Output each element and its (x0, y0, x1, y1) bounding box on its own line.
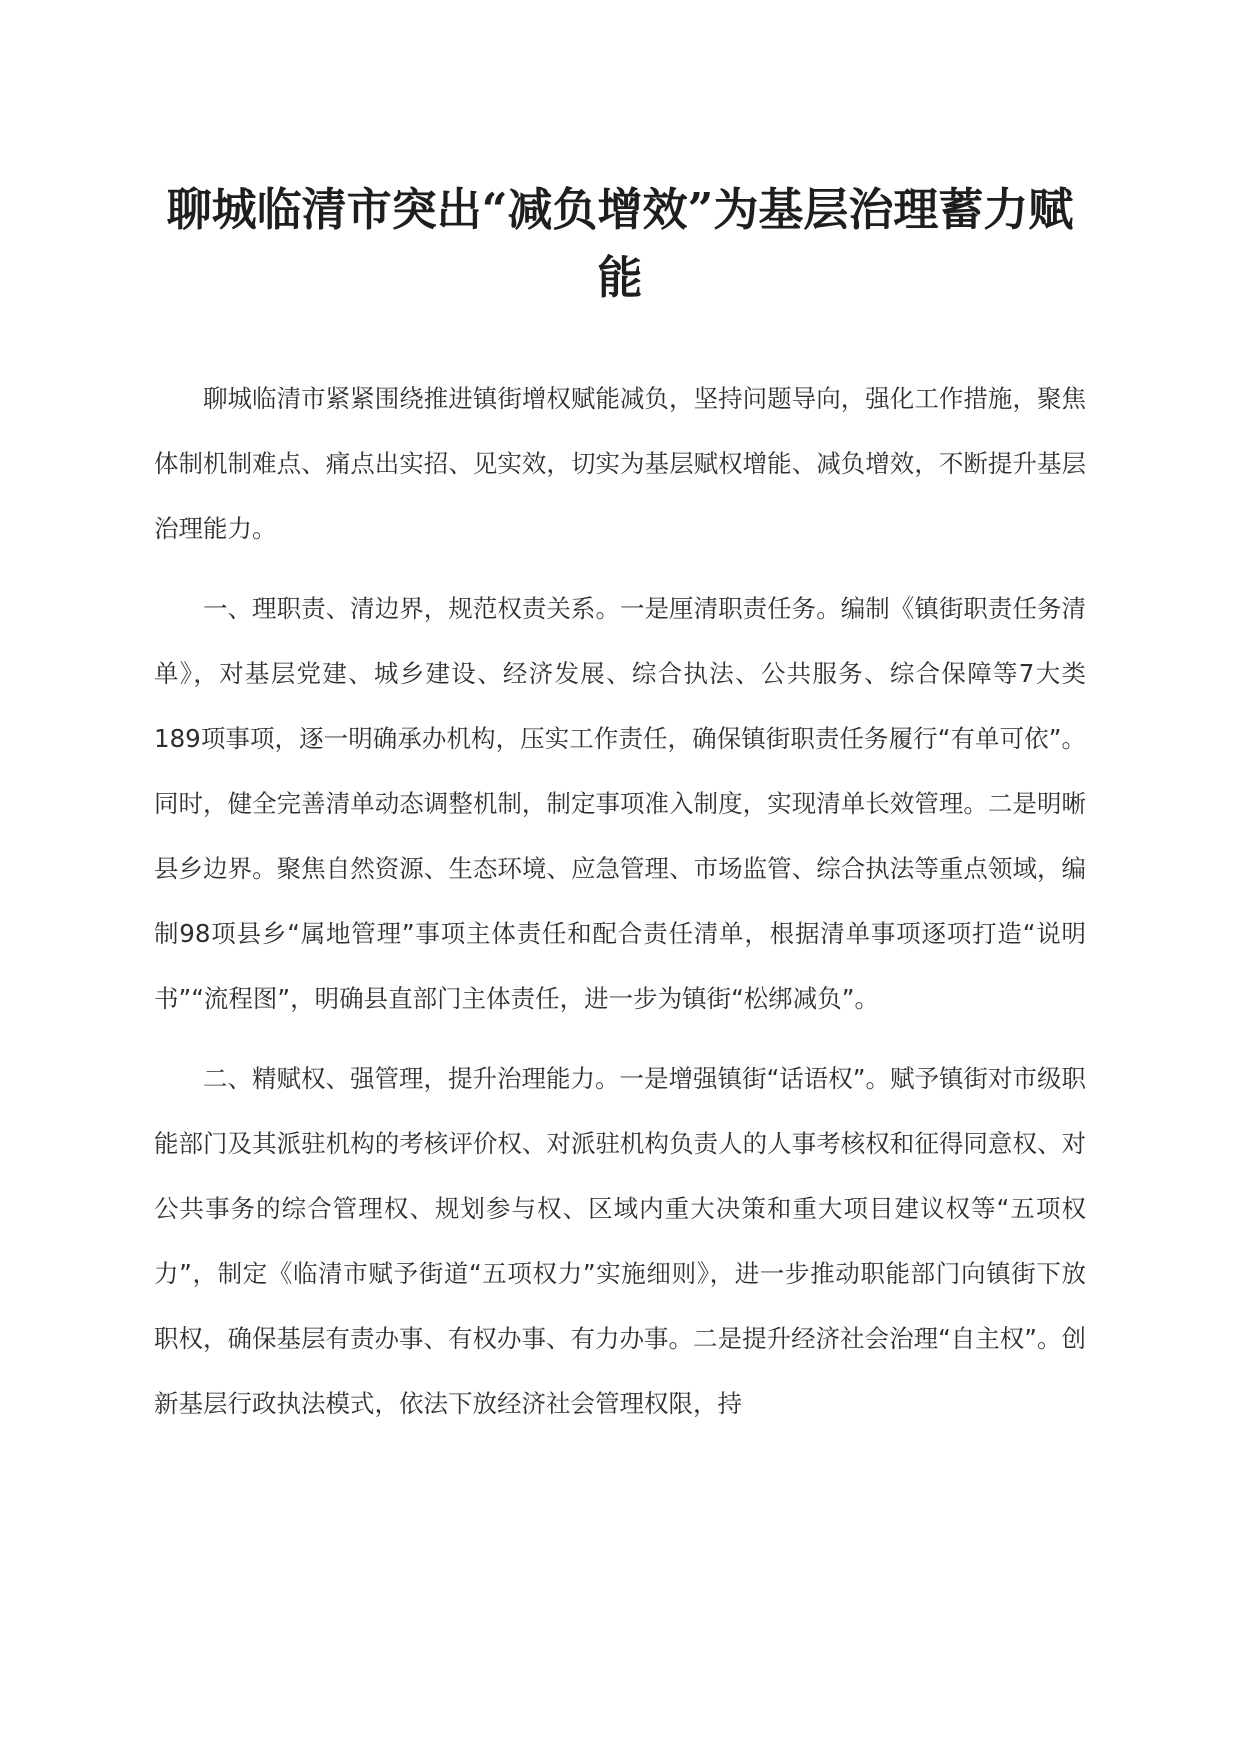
intro-paragraph: 聊城临清市紧紧围绕推进镇街增权赋能减负，坚持问题导向，强化工作措施，聚焦体制机制难点、痛点出实招、见实效，切实为基层赋权增能、减负增效，不断提升基层治理能力。 (154, 384, 1086, 543)
document-title: 聊城临清市突出“减负增效”为基层治理蓄力赋能 (166, 183, 1074, 304)
section-one-paragraph: 一、理职责、清边界，规范权责关系。一是厘清职责任务。编制《镇街职责任务清单》，对基层党建、城乡建设、经济发展、综合执法、公共服务、综合保障等7大类189项事项，逐一明确承办机构，压实工作责任，确保镇街职责任务履行“有单可依”。同时，健全完善清单动态调整机制，制定事项准入制度，实现清单长效管理。二是明晰县乡边界。聚焦自然资源、生态环境、应急管理、市场监管、综合执法等重点领域，编制98项县乡“属地管理”事项主体责任和配合责任清单，根据清单事项逐项打造“说明书”“流程图”，明确县直部门主体责任，进一步为镇街“松绑减负”。 (154, 594, 1086, 1013)
section-two-paragraph: 二、精赋权、强管理，提升治理能力。一是增强镇街“话语权”。赋予镇街对市级职能部门及其派驻机构的考核评价权、对派驻机构负责人的人事考核权和征得同意权、对公共事务的综合管理权、规划参与权、区域内重大决策和重大项目建议权等“五项权力”，制定《临清市赋予街道“五项权力”实施细则》，进一步推动职能部门向镇街下放职权，确保基层有责办事、有权办事、有力办事。二是提升经济社会治理“自主权”。创新基层行政执法模式，依法下放经济社会管理权限，持 (154, 1064, 1086, 1418)
document-body (154, 366, 1086, 1451)
